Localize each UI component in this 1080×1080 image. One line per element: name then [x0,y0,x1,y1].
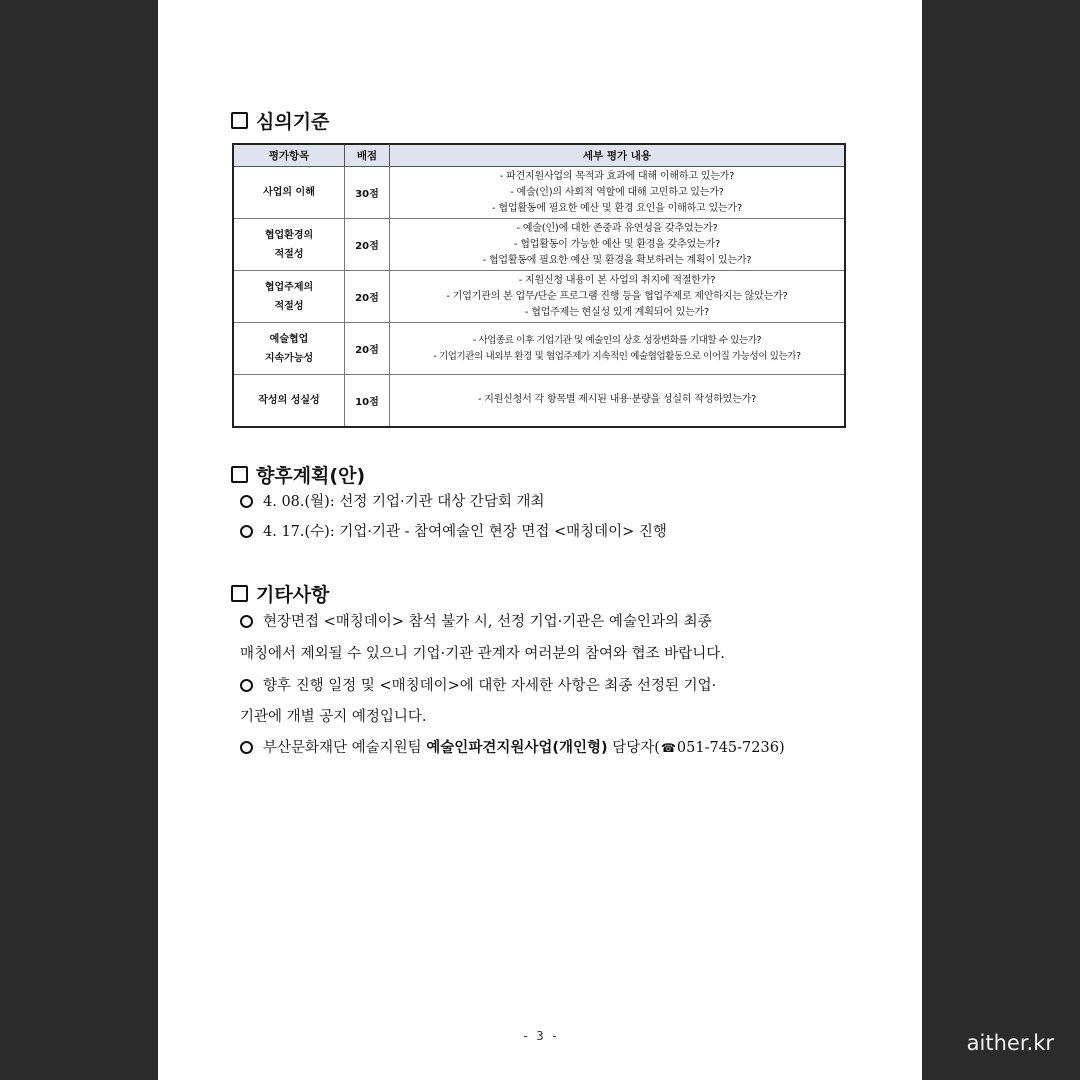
row-item: 사업의 이해 [233,167,345,219]
table-row [233,167,845,219]
checkbox-icon [231,112,248,129]
checkbox-icon [231,585,248,602]
etc-item-3: 부산문화재단 예술지원팀 예술인파견지원사업(개인형) 담당자(☎051-745-7236) [240,736,830,757]
circle-bullet-icon [240,741,253,754]
circle-bullet-icon [240,525,253,538]
header-item: 평가항목 [233,144,345,167]
row-score: 20점 [345,219,390,271]
table-row [233,375,845,427]
table-header-row [233,144,845,167]
etc-item-1-line-1: 현장면접 <매칭데이> 참석 불가 시, 선정 기업·기관은 예술인과의 최종 [240,610,830,631]
row-score: 20점 [345,323,390,375]
section-title-etc: 기타사항 [231,580,329,607]
row-item: 예술협업 지속가능성 [233,323,345,375]
row-detail: - 예술(인)에 대한 존중과 유연성을 갖추었는가? - 협업활동이 가능한 예산 및 환경을 갖추었는가? - 협업활동에 필요한 예산 및 환경을 확보하려는 계획이 있는가? [390,219,846,271]
table-row [233,323,845,375]
row-score: 10점 [345,375,390,427]
etc-item-2-line-1: 향후 진행 일정 및 <매칭데이>에 대한 자세한 사항은 최종 선정된 기업· [240,674,830,695]
row-detail: - 지원신청서 각 항목별 제시된 내용·분량을 성실히 작성하였는가? [390,375,846,427]
watermark: aither.kr [966,1031,1054,1055]
table-row [233,219,845,271]
row-score: 30점 [345,167,390,219]
section-title-criteria: 심의기준 [231,107,329,134]
row-item: 작성의 성실성 [233,375,345,427]
section-title-plan: 향후계획(안) [231,461,365,488]
program-name: 예술인파견지원사업(개인형) [426,740,608,756]
row-item: 협업주제의 적절성 [233,271,345,323]
header-detail: 세부 평가 내용 [390,144,846,167]
circle-bullet-icon [240,615,253,628]
criteria-table [232,143,846,428]
row-detail: - 파견지원사업의 목적과 효과에 대해 이해하고 있는가? - 예술(인)의 사회적 역할에 대해 고민하고 있는가? - 협업활동에 필요한 예산 및 환경 요인을 이해하고 있는가? [390,167,846,219]
list-item: 4. 17.(수): 기업·기관 - 참여예술인 현장 면접 <매칭데이> 진행 [240,520,667,541]
row-detail: - 사업종료 이후 기업기관 및 예술인의 상호 성장변화를 기대할 수 있는가? - 기업기관의 내외부 환경 및 협업주제가 지속적인 예술협업활동으로 이어질 가능성이 있는가? [390,323,846,375]
row-score: 20점 [345,271,390,323]
circle-bullet-icon [240,679,253,692]
row-detail: - 지원신청 내용이 본 사업의 취지에 적절한가? - 기업기관의 본 업무/단순 프로그램 진행 등을 협업주제로 제안하지는 않았는가? - 협업주제는 현실성 있게 계획되어 있는가? [390,271,846,323]
page-number: - 3 - [521,1029,559,1043]
phone-icon: ☎ [660,741,676,755]
circle-bullet-icon [240,495,253,508]
list-item: 4. 08.(월): 선정 기업·기관 대상 간담회 개최 [240,490,544,511]
row-item: 협업환경의 적절성 [233,219,345,271]
etc-item-1-line-2: 매칭에서 제외될 수 있으니 기업·기관 관계자 여러분의 참여와 협조 바랍니다. [240,646,725,662]
document-page [158,0,922,1080]
etc-item-2-line-2: 기관에 개별 공지 예정입니다. [240,709,427,725]
checkbox-icon [231,466,248,483]
table-row [233,271,845,323]
header-score: 배점 [345,144,390,167]
